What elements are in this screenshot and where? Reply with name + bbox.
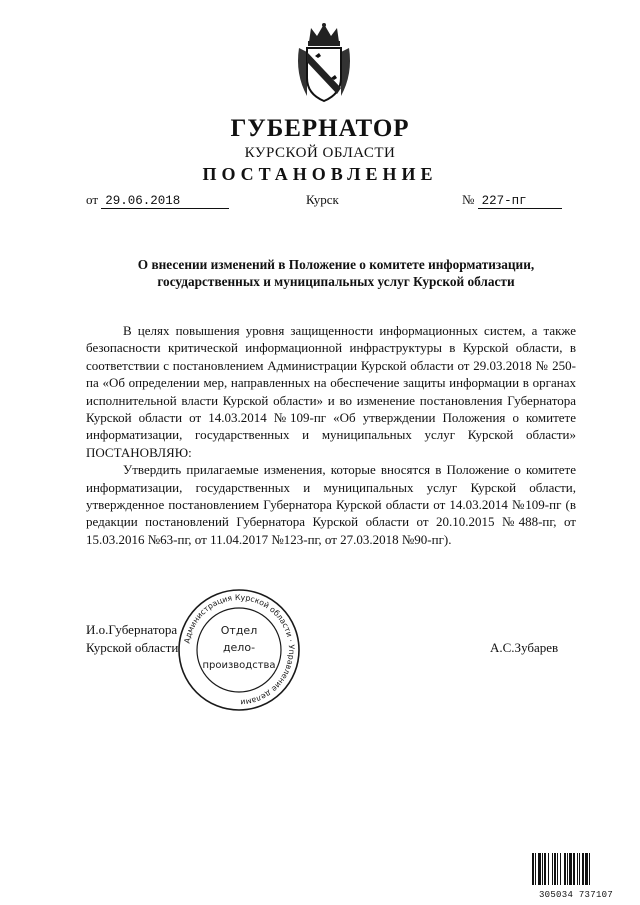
position-line-1: И.о.Губернатора [86, 622, 178, 637]
barcode-bars [531, 853, 621, 885]
date-prefix: от [86, 192, 99, 207]
number-prefix: № [462, 192, 475, 207]
document-body [86, 322, 576, 548]
region-name: КУРСКОЙ ОБЛАСТИ [244, 145, 396, 161]
signatory-position [86, 621, 178, 657]
stamp-line-1: Отдел [220, 624, 258, 637]
stamp-line-3: производства [202, 660, 276, 671]
position-line-2: Курской области [86, 640, 179, 655]
stamp-ring-text: Администрация Курской области · Управление делами [182, 592, 297, 708]
barcode [531, 853, 621, 900]
subject-line-2: государственных и муниципальных услуг Курской области [157, 274, 515, 289]
number-value: 227-пг [478, 194, 562, 209]
subject-line-1: О внесении изменений в Положение о комитете информатизации, [137, 257, 535, 272]
date-value: 29.06.2018 [101, 194, 229, 209]
barcode-number: 305034 737107 [538, 890, 614, 900]
document-title: ГУБЕРНАТОР [230, 115, 410, 142]
document-type: ПОСТАНОВЛЕНИЕ [202, 164, 438, 184]
body-paragraph-2: Утвердить прилагаемые изменения, которые вносятся в Положение о комитете информатизации, государственных и муниципальных услуг Курской области, утвержденное постановлением Губернатора Курской области от 14.03.2014 №109-пг (в редакции постановлений Губернатора Курской области от 20.10.2015 №488-пг, от 15.03.2016 №63-пг, от 11.04.2017 №123-пг, от 27.03.2018 №90-пг). [86, 462, 576, 547]
stamp-line-2: дело- [222, 641, 256, 654]
document-subject [96, 256, 576, 290]
date-block [86, 192, 229, 209]
official-stamp [176, 587, 302, 713]
city-name: Курск [306, 192, 339, 207]
signatory-name: А.С.Зубарев [490, 640, 559, 655]
number-block [462, 192, 562, 209]
body-paragraph-1: В целях повышения уровня защищенности информационных систем, а также безопасности критической информационной инфраструктуры в Курской области, в соответствии с постановлением Администрации Курской области от 29.03.2018 № 250-па «Об определении мер, направленных на обеспечение защиты информации в органах исполнительной власти Курской области» и во изменение постановления Губернатора Курской области от 14.03.2014 №109-пг «Об утверждении Положения о комитете информатизации, государственных и муниципальных услуг Курской области» ПОСТАНОВЛЯЮ: [86, 323, 576, 460]
coat-of-arms-emblem [293, 22, 355, 104]
